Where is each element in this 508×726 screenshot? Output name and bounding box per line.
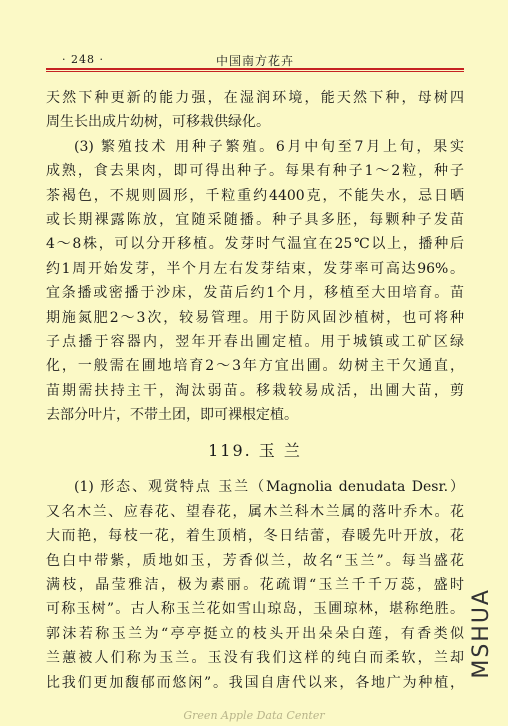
page-number: · 248 · — [62, 53, 104, 66]
text-line: 色白中带紫，质地如玉，芳香似兰，故名“玉兰”。每当盛花 — [46, 552, 464, 569]
text-line: 可称玉树”。古人称玉兰花如雪山琼岛，玉圃琼林，堪称绝胜。 — [46, 601, 464, 618]
text-line: 周生长出成片幼树，可移栽供绿化。 — [46, 114, 270, 131]
page-body — [46, 86, 464, 695]
text-line: 又名木兰、应春花、望春花，属木兰科木兰属的落叶乔木。花 — [46, 503, 464, 520]
side-watermark: MSHUA — [469, 588, 494, 679]
text-line: 成熟，食去果肉，即可得出种子。每果有种子1～2粒，种子 — [46, 163, 464, 180]
text-line: 满枝，晶莹雅洁，极为素丽。花疏谓“玉兰千千万蕊，盛时 — [46, 577, 464, 594]
text-line: 郭沫若称玉兰为“亭亭挺立的枝头开出朵朵白莲，有香类似 — [46, 625, 464, 642]
text-line: 4～8株，可以分开移植。发芽时气温宜在25℃以上，播种后 — [46, 236, 464, 253]
text-line: 比我们更加馥郁而悠闲”。我国自唐代以来，各地广为种植， — [46, 674, 464, 691]
text-line: 大而艳，每枝一花，着生顶梢，冬日结蕾，春暖先叶开放，花 — [46, 528, 464, 545]
text-line: (3) 繁殖技术 用种子繁殖。6月中旬至7月上旬，果实 — [74, 138, 464, 155]
text-line: 或长期裸露陈放，宜随采随播。种子具多胚，每颗种子发苗 — [46, 211, 464, 228]
book-title: 中国南方花卉 — [215, 54, 294, 68]
section-heading: 119. 玉 兰 — [208, 441, 302, 461]
page-header — [46, 52, 464, 68]
bottom-watermark: Green Apple Data Center — [183, 709, 325, 722]
header-rule-thin — [46, 71, 464, 72]
text-line: 约1周开始发芽，半个月左右发芽结束，发芽率可高达96%。 — [46, 260, 464, 277]
text-line: (1) 形态、观赏特点 玉兰（Magnolia denudata Desr.） — [74, 479, 464, 496]
text-line: 宜条播或密播于沙床，发苗后约1个月，移植至大田培育。苗 — [46, 285, 464, 302]
text-line: 天然下种更新的能力强，在湿润环境，能天然下种，母树四 — [46, 90, 464, 106]
text-line: 茶褐色，不规则圆形，千粒重约4400克，不能失水，忌日晒 — [46, 187, 464, 204]
text-line: 去部分叶片，不带土团，即可裸根定植。 — [46, 407, 298, 424]
header-rule-thick — [46, 68, 464, 70]
text-line: 苗期需扶持主干，淘汰弱苗。移栽较易成活，出圃大苗，剪 — [46, 382, 464, 399]
text-line: 期施氮肥2～3次，较易管理。用于防风固沙植树，也可将种 — [46, 309, 464, 326]
text-line: 子点播于容器内，翌年开春出圃定植。用于城镇或工矿区绿 — [46, 333, 464, 350]
text-line: 兰蕙被人们称为玉兰。玉没有我们这样的纯白而柔软，兰却 — [46, 650, 464, 667]
text-line: 化，一般需在圃地培育2～3年方宜出圃。幼树主干欠通直， — [46, 358, 464, 375]
